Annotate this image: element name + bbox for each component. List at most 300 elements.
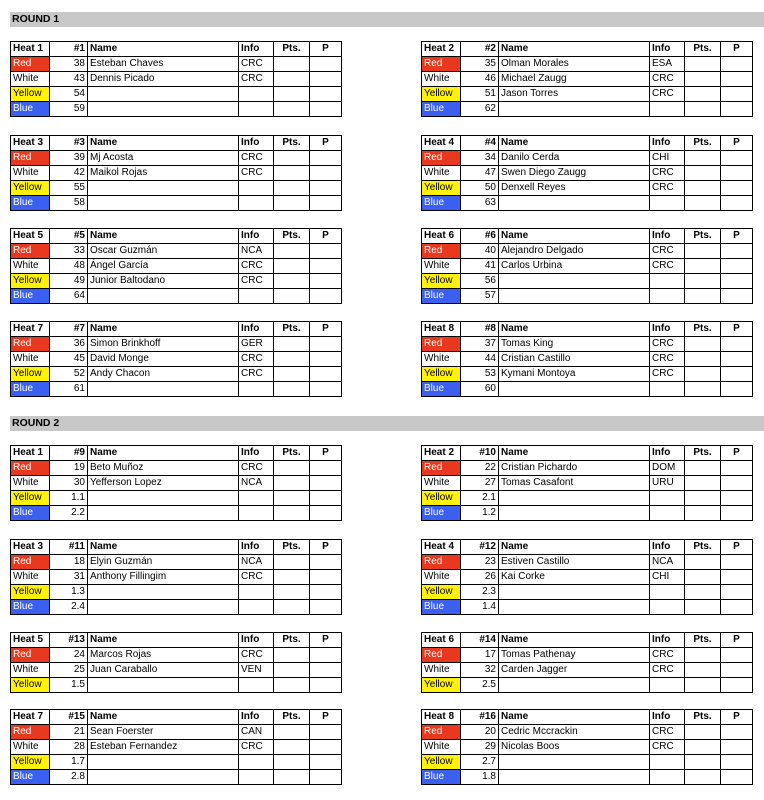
rider-info: CRC: [239, 72, 274, 87]
name-header: Name: [499, 633, 650, 648]
name-header: Name: [499, 446, 650, 461]
points-cell: [274, 151, 310, 166]
heat-table: [421, 228, 753, 304]
rider-name: [88, 491, 239, 506]
bib-number: 29: [461, 740, 499, 755]
rider-info: VEN: [239, 663, 274, 678]
rider-row: [11, 506, 342, 521]
rider-row: [422, 57, 753, 72]
place-cell: [721, 476, 753, 491]
heat-table: [10, 41, 342, 117]
rider-name: [499, 382, 650, 397]
place-cell: [721, 555, 753, 570]
heat-table: [421, 321, 753, 397]
rider-name: [499, 585, 650, 600]
place-cell: [721, 600, 753, 615]
lane-color: Blue: [11, 770, 50, 785]
rider-name: [88, 678, 239, 693]
rider-name: Nicolas Boos: [499, 740, 650, 755]
points-cell: [274, 244, 310, 259]
heat-header-row: [11, 540, 342, 555]
place-cell: [721, 352, 753, 367]
rider-row: [422, 585, 753, 600]
place-cell: [721, 648, 753, 663]
rider-info: [239, 196, 274, 211]
rider-info: [239, 181, 274, 196]
name-header: Name: [88, 540, 239, 555]
heat-number: #4: [461, 136, 499, 151]
lane-color: White: [422, 259, 461, 274]
bib-number: 52: [50, 367, 88, 382]
place-cell: [721, 337, 753, 352]
heat-table: [421, 445, 753, 521]
lane-color: White: [422, 740, 461, 755]
rider-row: [11, 72, 342, 87]
rider-row: [11, 476, 342, 491]
rider-info: CRC: [239, 352, 274, 367]
heat-table: [421, 41, 753, 117]
points-cell: [274, 600, 310, 615]
bib-number: 2.7: [461, 755, 499, 770]
lane-color: White: [11, 663, 50, 678]
lane-color: Yellow: [422, 274, 461, 289]
lane-color: Blue: [11, 289, 50, 304]
bib-number: 56: [461, 274, 499, 289]
place-cell: [721, 244, 753, 259]
place-cell: [310, 491, 342, 506]
rider-name: Dennis Picado: [88, 72, 239, 87]
rider-row: [422, 663, 753, 678]
name-header: Name: [88, 322, 239, 337]
heat-label: Heat 5: [11, 633, 50, 648]
name-header: Name: [499, 229, 650, 244]
p-header: P: [721, 42, 753, 57]
heat-number: #3: [50, 136, 88, 151]
round-1-title: ROUND 1: [10, 12, 764, 27]
place-cell: [310, 87, 342, 102]
lane-color: Yellow: [11, 585, 50, 600]
points-cell: [685, 181, 721, 196]
rider-row: [422, 181, 753, 196]
place-cell: [721, 585, 753, 600]
lane-color: Red: [422, 244, 461, 259]
place-cell: [721, 259, 753, 274]
info-header: Info: [239, 136, 274, 151]
points-cell: [685, 352, 721, 367]
p-header: P: [721, 136, 753, 151]
heat-number: #2: [461, 42, 499, 57]
lane-color: Red: [11, 648, 50, 663]
points-cell: [685, 166, 721, 181]
info-header: Info: [650, 710, 685, 725]
p-header: P: [310, 322, 342, 337]
rider-row: [11, 678, 342, 693]
lane-color: White: [422, 352, 461, 367]
rider-name: [88, 382, 239, 397]
heat-header-row: [11, 710, 342, 725]
p-header: P: [721, 633, 753, 648]
bib-number: 38: [50, 57, 88, 72]
points-cell: [274, 648, 310, 663]
bib-number: 44: [461, 352, 499, 367]
rider-name: Mj Acosta: [88, 151, 239, 166]
rider-info: [650, 491, 685, 506]
bib-number: 1.8: [461, 770, 499, 785]
info-header: Info: [239, 229, 274, 244]
rider-info: URU: [650, 476, 685, 491]
lane-color: Blue: [11, 506, 50, 521]
heat-number: #1: [50, 42, 88, 57]
points-cell: [685, 259, 721, 274]
rider-row: [422, 352, 753, 367]
place-cell: [310, 382, 342, 397]
rider-row: [422, 151, 753, 166]
lane-color: Blue: [11, 102, 50, 117]
place-cell: [310, 274, 342, 289]
pts-header: Pts.: [274, 322, 310, 337]
bib-number: 2.1: [461, 491, 499, 506]
lane-color: Blue: [422, 770, 461, 785]
rider-row: [422, 166, 753, 181]
rider-info: CAN: [239, 725, 274, 740]
rider-info: CRC: [239, 461, 274, 476]
info-header: Info: [239, 446, 274, 461]
rider-name: [499, 491, 650, 506]
points-cell: [685, 244, 721, 259]
pts-header: Pts.: [685, 136, 721, 151]
rider-info: CRC: [650, 740, 685, 755]
lane-color: Yellow: [422, 87, 461, 102]
lane-color: Yellow: [422, 755, 461, 770]
lane-color: Red: [422, 648, 461, 663]
points-cell: [274, 770, 310, 785]
name-header: Name: [88, 229, 239, 244]
rider-row: [11, 196, 342, 211]
lane-color: Blue: [11, 196, 50, 211]
place-cell: [310, 555, 342, 570]
points-cell: [685, 663, 721, 678]
bib-number: 34: [461, 151, 499, 166]
lane-color: White: [422, 663, 461, 678]
rider-name: David Monge: [88, 352, 239, 367]
bib-number: 45: [50, 352, 88, 367]
rider-row: [422, 259, 753, 274]
points-cell: [274, 337, 310, 352]
name-header: Name: [499, 322, 650, 337]
bib-number: 1.3: [50, 585, 88, 600]
heat-header-row: [422, 446, 753, 461]
rider-row: [11, 585, 342, 600]
heat-header-row: [11, 633, 342, 648]
rider-name: [88, 289, 239, 304]
info-header: Info: [239, 322, 274, 337]
rider-row: [11, 87, 342, 102]
place-cell: [310, 740, 342, 755]
lane-color: Red: [11, 244, 50, 259]
heat-header-row: [422, 42, 753, 57]
rider-row: [422, 244, 753, 259]
rider-row: [422, 289, 753, 304]
place-cell: [721, 274, 753, 289]
pts-header: Pts.: [685, 322, 721, 337]
rider-info: NCA: [239, 244, 274, 259]
place-cell: [310, 755, 342, 770]
heat-table: [421, 539, 753, 615]
bib-number: 60: [461, 382, 499, 397]
points-cell: [274, 678, 310, 693]
heat-number: #12: [461, 540, 499, 555]
rider-name: Marcos Rojas: [88, 648, 239, 663]
bib-number: 36: [50, 337, 88, 352]
bib-number: 57: [461, 289, 499, 304]
rider-row: [11, 491, 342, 506]
rider-name: [499, 506, 650, 521]
rider-info: [239, 102, 274, 117]
lane-color: Yellow: [11, 181, 50, 196]
rider-row: [422, 72, 753, 87]
points-cell: [274, 755, 310, 770]
points-cell: [274, 585, 310, 600]
heat-label: Heat 7: [11, 710, 50, 725]
rider-row: [11, 600, 342, 615]
place-cell: [310, 289, 342, 304]
lane-color: White: [11, 570, 50, 585]
place-cell: [310, 725, 342, 740]
place-cell: [721, 461, 753, 476]
rider-name: Kymani Montoya: [499, 367, 650, 382]
rider-name: [88, 585, 239, 600]
points-cell: [685, 461, 721, 476]
rider-name: Danilo Cerda: [499, 151, 650, 166]
rider-name: Carlos Urbina: [499, 259, 650, 274]
heat-label: Heat 3: [11, 540, 50, 555]
rider-row: [11, 663, 342, 678]
rider-row: [422, 648, 753, 663]
rider-info: CRC: [650, 72, 685, 87]
place-cell: [310, 506, 342, 521]
rider-info: CRC: [650, 725, 685, 740]
lane-color: White: [11, 166, 50, 181]
rider-info: CRC: [239, 166, 274, 181]
place-cell: [721, 102, 753, 117]
pts-header: Pts.: [685, 710, 721, 725]
lane-color: White: [422, 166, 461, 181]
heat-number: #9: [50, 446, 88, 461]
lane-color: Blue: [422, 600, 461, 615]
rider-info: DOM: [650, 461, 685, 476]
rider-row: [11, 259, 342, 274]
rider-info: [239, 506, 274, 521]
bib-number: 28: [50, 740, 88, 755]
heat-header-row: [422, 136, 753, 151]
place-cell: [310, 570, 342, 585]
info-header: Info: [650, 633, 685, 648]
rider-info: [650, 678, 685, 693]
place-cell: [310, 600, 342, 615]
place-cell: [721, 72, 753, 87]
place-cell: [310, 151, 342, 166]
rider-info: CRC: [239, 57, 274, 72]
bib-number: 1.7: [50, 755, 88, 770]
heat-header-row: [11, 446, 342, 461]
lane-color: Blue: [422, 102, 461, 117]
points-cell: [685, 289, 721, 304]
heat-label: Heat 8: [422, 710, 461, 725]
p-header: P: [310, 42, 342, 57]
rider-name: [88, 506, 239, 521]
name-header: Name: [88, 633, 239, 648]
bib-number: 58: [50, 196, 88, 211]
heat-table: [421, 632, 753, 693]
bib-number: 39: [50, 151, 88, 166]
rider-row: [422, 740, 753, 755]
points-cell: [274, 555, 310, 570]
points-cell: [274, 491, 310, 506]
heat-label: Heat 2: [422, 446, 461, 461]
rider-row: [422, 678, 753, 693]
place-cell: [721, 166, 753, 181]
rider-name: [499, 600, 650, 615]
place-cell: [310, 663, 342, 678]
rider-row: [11, 244, 342, 259]
rider-info: [650, 770, 685, 785]
heat-label: Heat 7: [11, 322, 50, 337]
place-cell: [721, 367, 753, 382]
place-cell: [721, 770, 753, 785]
rider-info: [239, 678, 274, 693]
heat-header-row: [11, 42, 342, 57]
lane-color: Yellow: [11, 491, 50, 506]
rider-name: [88, 196, 239, 211]
rider-info: CRC: [650, 337, 685, 352]
lane-color: Yellow: [422, 181, 461, 196]
bib-number: 2.3: [461, 585, 499, 600]
p-header: P: [310, 446, 342, 461]
place-cell: [721, 491, 753, 506]
lane-color: Blue: [422, 506, 461, 521]
rider-info: NCA: [239, 476, 274, 491]
bib-number: 24: [50, 648, 88, 663]
heat-label: Heat 2: [422, 42, 461, 57]
rider-info: CRC: [650, 166, 685, 181]
heat-header-row: [11, 136, 342, 151]
points-cell: [274, 367, 310, 382]
rider-row: [11, 755, 342, 770]
bib-number: 59: [50, 102, 88, 117]
rider-name: [499, 755, 650, 770]
rider-name: [499, 678, 650, 693]
points-cell: [685, 57, 721, 72]
points-cell: [274, 382, 310, 397]
rider-name: Cedric Mccrackin: [499, 725, 650, 740]
rider-info: [650, 196, 685, 211]
rider-info: ESA: [650, 57, 685, 72]
lane-color: Yellow: [422, 678, 461, 693]
place-cell: [310, 337, 342, 352]
place-cell: [721, 663, 753, 678]
bib-number: 17: [461, 648, 499, 663]
bib-number: 2.4: [50, 600, 88, 615]
rider-name: [88, 755, 239, 770]
info-header: Info: [650, 229, 685, 244]
rider-info: [650, 600, 685, 615]
points-cell: [685, 151, 721, 166]
bib-number: 1.1: [50, 491, 88, 506]
points-cell: [274, 196, 310, 211]
rider-info: CRC: [650, 87, 685, 102]
bib-number: 49: [50, 274, 88, 289]
p-header: P: [721, 322, 753, 337]
bib-number: 35: [461, 57, 499, 72]
place-cell: [310, 648, 342, 663]
place-cell: [310, 244, 342, 259]
lane-color: White: [11, 352, 50, 367]
lane-color: Red: [11, 725, 50, 740]
lane-color: Blue: [11, 382, 50, 397]
place-cell: [310, 181, 342, 196]
rider-info: [239, 87, 274, 102]
heat-header-row: [422, 540, 753, 555]
info-header: Info: [239, 540, 274, 555]
lane-color: White: [11, 476, 50, 491]
lane-color: White: [422, 476, 461, 491]
place-cell: [310, 166, 342, 181]
rider-row: [11, 461, 342, 476]
points-cell: [685, 725, 721, 740]
pts-header: Pts.: [274, 633, 310, 648]
rider-info: [239, 585, 274, 600]
p-header: P: [310, 540, 342, 555]
bib-number: 54: [50, 87, 88, 102]
rider-info: CRC: [650, 244, 685, 259]
heat-number: #5: [50, 229, 88, 244]
lane-color: White: [11, 72, 50, 87]
rider-name: Carden Jagger: [499, 663, 650, 678]
heat-label: Heat 8: [422, 322, 461, 337]
rider-row: [11, 648, 342, 663]
rider-name: [88, 102, 239, 117]
heat-number: #8: [461, 322, 499, 337]
rider-info: NCA: [239, 555, 274, 570]
rider-info: [239, 755, 274, 770]
rider-name: [88, 770, 239, 785]
rider-row: [11, 102, 342, 117]
bib-number: 42: [50, 166, 88, 181]
points-cell: [685, 382, 721, 397]
rider-info: GER: [239, 337, 274, 352]
rider-name: Tomas King: [499, 337, 650, 352]
rider-row: [11, 352, 342, 367]
bib-number: 62: [461, 102, 499, 117]
place-cell: [721, 570, 753, 585]
points-cell: [685, 570, 721, 585]
rider-info: [239, 289, 274, 304]
bib-number: 55: [50, 181, 88, 196]
rider-info: CRC: [239, 367, 274, 382]
rider-info: CRC: [650, 367, 685, 382]
lane-color: White: [422, 570, 461, 585]
name-header: Name: [499, 540, 650, 555]
bib-number: 46: [461, 72, 499, 87]
rider-row: [422, 382, 753, 397]
rider-info: CRC: [239, 570, 274, 585]
heat-table: [10, 709, 342, 785]
rider-info: CRC: [650, 352, 685, 367]
rider-info: CHI: [650, 151, 685, 166]
rider-row: [422, 600, 753, 615]
rider-row: [422, 87, 753, 102]
rider-row: [422, 196, 753, 211]
